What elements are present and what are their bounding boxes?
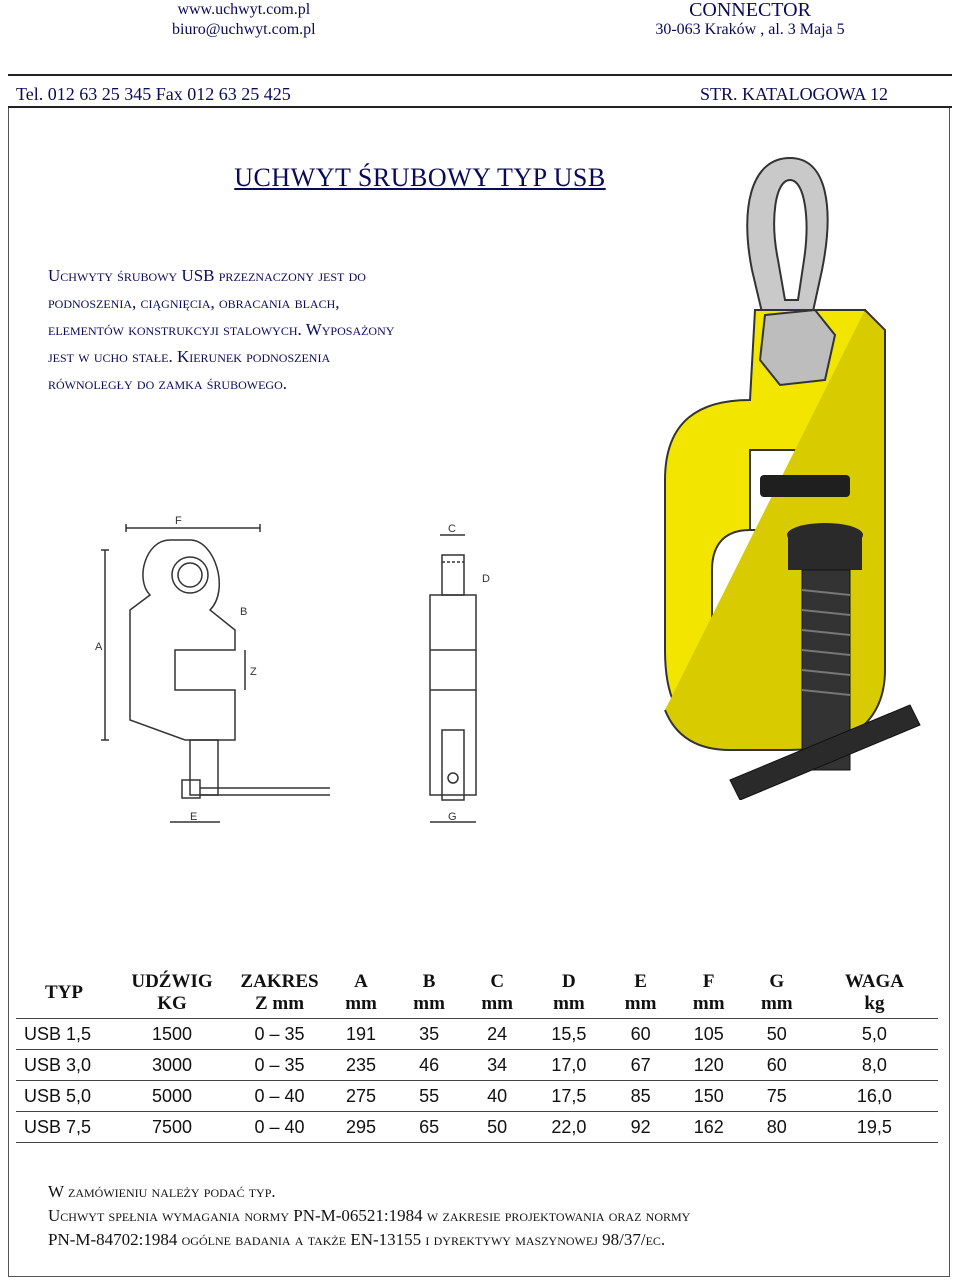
cell-d: 17,0 [531, 1050, 606, 1081]
cell-zakres: 0 – 40 [232, 1112, 327, 1143]
cell-waga: 8,0 [811, 1050, 938, 1081]
header-udzwig: UDŹWIG KG [131, 971, 213, 1014]
cell-d: 15,5 [531, 1019, 606, 1050]
brand-name: CONNECTOR [689, 0, 811, 21]
phone-fax: Tel. 012 63 25 345 Fax 012 63 25 425 [16, 84, 291, 104]
cell-udzwig: 3000 [112, 1050, 232, 1081]
cell-d: 22,0 [531, 1112, 606, 1143]
dim-label-b: B [240, 606, 248, 618]
cell-f: 150 [675, 1081, 743, 1112]
dim-label-a: A [95, 641, 103, 653]
cell-c: 50 [463, 1112, 531, 1143]
cell-udzwig: 1500 [112, 1019, 232, 1050]
cell-b: 65 [395, 1112, 463, 1143]
company-address: 30-063 Kraków , al. 3 Maja 5 [655, 21, 845, 38]
cell-zakres: 0 – 35 [232, 1019, 327, 1050]
table-row [16, 1050, 938, 1081]
description-line: elementów konstrukcyji stalowych. Wyposażony [48, 320, 395, 339]
header-b: B mm [413, 971, 445, 1014]
header-g: G mm [760, 971, 793, 1014]
cell-a: 191 [327, 1019, 395, 1050]
product-description [48, 262, 648, 397]
cell-a: 295 [327, 1112, 395, 1143]
email-link[interactable]: biuro@uchwyt.com.pl [172, 21, 316, 38]
cell-c: 24 [463, 1019, 531, 1050]
dim-label-e: E [190, 811, 198, 823]
upper-jaw-pad [760, 475, 850, 497]
page-title: UCHWYT ŚRUBOWY TYP USB [234, 163, 606, 192]
catalog-page-label: STR. KATALOGOWA 12 [700, 84, 889, 104]
header-d: D mm [553, 971, 585, 1014]
cell-waga: 16,0 [811, 1081, 938, 1112]
description-line: Uchwyty śrubowy USB przeznaczony jest do [48, 266, 366, 285]
cell-g: 50 [743, 1019, 811, 1050]
table-row [16, 1081, 938, 1112]
cell-e: 85 [607, 1081, 675, 1112]
description-line: jest w ucho stałe. Kierunek podnoszenia [48, 347, 331, 366]
cell-waga: 19,5 [811, 1112, 938, 1143]
hex-nut-icon [760, 310, 835, 385]
cell-d: 17,5 [531, 1081, 606, 1112]
cell-g: 75 [743, 1081, 811, 1112]
cell-c: 34 [463, 1050, 531, 1081]
cell-a: 275 [327, 1081, 395, 1112]
cell-b: 55 [395, 1081, 463, 1112]
shackle-icon [747, 158, 827, 325]
cell-zakres: 0 – 40 [232, 1081, 327, 1112]
cell-typ: USB 5,0 [16, 1081, 112, 1112]
note-standards: Uchwyt spełnia wymagania normy PN-M-06521:1984 w zakresie projektowania oraz normy [48, 1206, 691, 1225]
header-zakres: ZAKRES Z mm [240, 971, 319, 1014]
product-illustration [640, 150, 940, 800]
cell-typ: USB 3,0 [16, 1050, 112, 1081]
cell-udzwig: 5000 [112, 1081, 232, 1112]
table-header-row [16, 968, 938, 1019]
dim-label-f: F [175, 515, 182, 527]
table-row [16, 1112, 938, 1143]
table-row [16, 1019, 938, 1050]
cell-typ: USB 7,5 [16, 1112, 112, 1143]
contact-block [172, 0, 316, 40]
header-a: A mm [345, 971, 377, 1014]
cell-waga: 5,0 [811, 1019, 938, 1050]
note-order-info: W zamówieniu należy podać typ. [48, 1182, 276, 1201]
cell-zakres: 0 – 35 [232, 1050, 327, 1081]
cell-b: 46 [395, 1050, 463, 1081]
cell-c: 40 [463, 1081, 531, 1112]
header-divider [8, 74, 952, 76]
technical-drawing [90, 510, 510, 850]
description-line: równoległy do zamka śrubowego. [48, 374, 287, 393]
company-block [640, 0, 860, 40]
cell-typ: USB 1,5 [16, 1019, 112, 1050]
header-e: E mm [624, 971, 657, 1014]
cell-f: 162 [675, 1112, 743, 1143]
cell-f: 105 [675, 1019, 743, 1050]
front-view-drawing [430, 535, 476, 822]
cell-e: 92 [607, 1112, 675, 1143]
cell-a: 235 [327, 1050, 395, 1081]
header-waga: WAGA kg [844, 971, 904, 1014]
order-notes [48, 1180, 948, 1252]
cell-g: 60 [743, 1050, 811, 1081]
cell-f: 120 [675, 1050, 743, 1081]
website-link[interactable]: www.uchwyt.com.pl [177, 1, 311, 18]
cell-e: 67 [607, 1050, 675, 1081]
dim-label-z: Z [250, 666, 257, 678]
header-f: F mm [692, 971, 725, 1014]
header-typ: TYP [45, 982, 83, 1003]
description-line: podnoszenia, ciągnięcia, obracania blach, [48, 293, 340, 312]
side-view-drawing [101, 524, 330, 822]
note-standards-cont: PN-M-84702:1984 ogólne badania a także EN-13155 i dyrektywy maszynowej 98/37/ec. [48, 1230, 666, 1249]
cell-b: 35 [395, 1019, 463, 1050]
cell-g: 80 [743, 1112, 811, 1143]
dim-label-g: G [448, 811, 457, 823]
cell-e: 60 [607, 1019, 675, 1050]
header-c: C mm [481, 971, 514, 1014]
dim-label-c: C [448, 523, 456, 535]
cell-udzwig: 7500 [112, 1112, 232, 1143]
specification-table [16, 968, 938, 1143]
dim-label-d: D [482, 573, 490, 585]
